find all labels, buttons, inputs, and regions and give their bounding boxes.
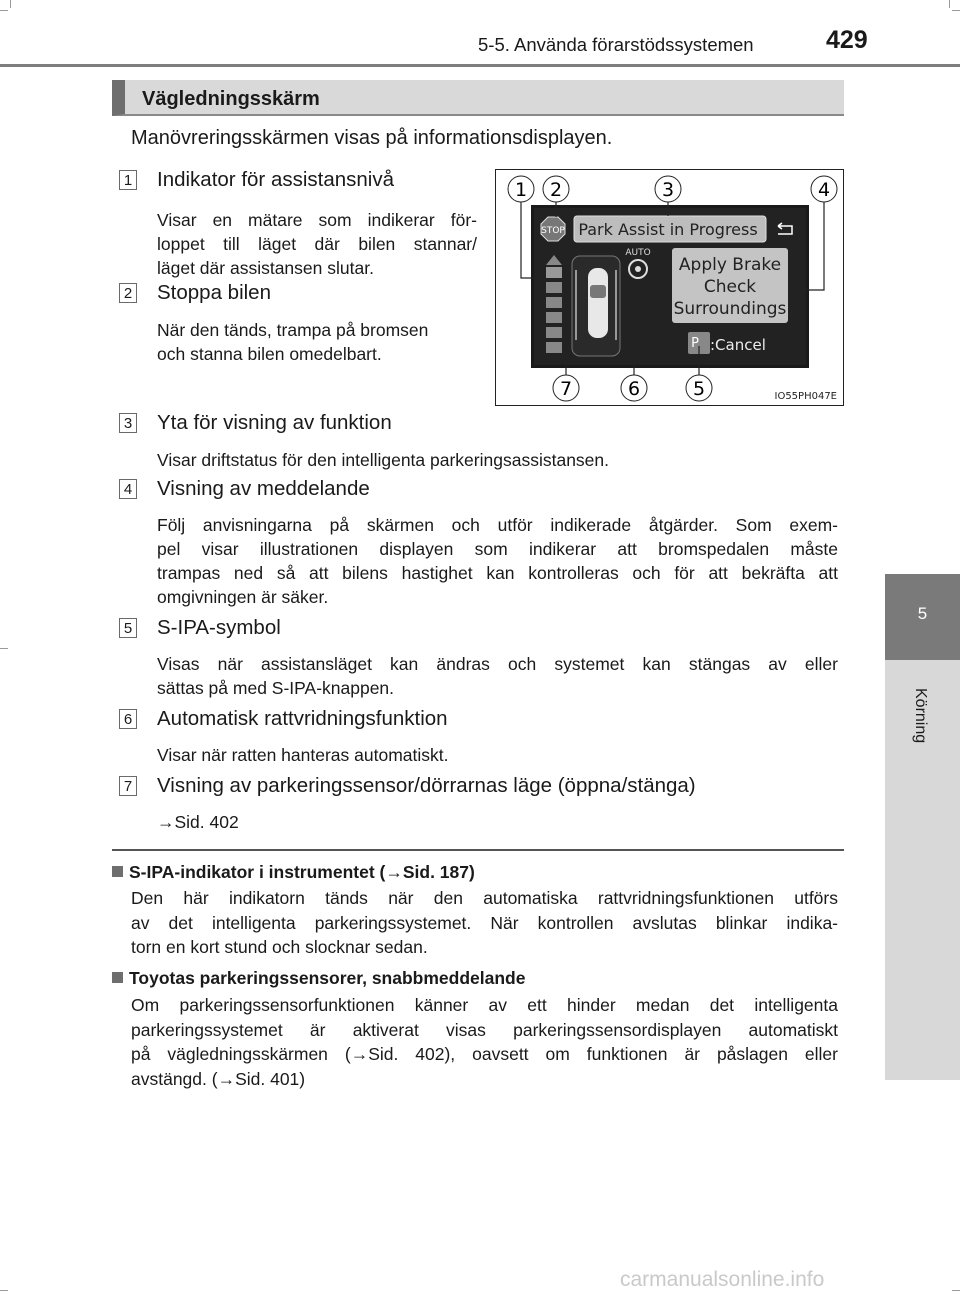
item-number-3: 3 [119, 413, 137, 433]
crop-mark [949, 0, 950, 8]
steering-hub-icon [635, 266, 641, 272]
item-number-1: 1 [119, 170, 137, 190]
desc-line: Visar en mätare som indikerar för- [157, 210, 477, 230]
crop-mark [0, 10, 8, 11]
auto-label: AUTO [625, 248, 651, 258]
desc-line: Visas när assistansläget kan ändras och systemet kan stängas av eller [157, 654, 838, 674]
item-heading-2: Stoppa bilen [157, 281, 271, 304]
item-heading-7: Visning av parkeringssensor/dörrarnas läge (öppna/stänga) [157, 774, 696, 797]
desc-line: pel visar illustrationen displayen som indikerar att bromspedalen måste [157, 539, 838, 559]
car-icon [588, 268, 608, 338]
level-segment [546, 327, 562, 338]
status-text: Park Assist in Progress [578, 220, 758, 239]
page-number: 429 [826, 26, 868, 54]
item-desc-4 [157, 513, 838, 609]
note-line: torn en kort stund och slocknar sedan. [131, 937, 428, 957]
figure-id: IO55PH047E [774, 391, 837, 402]
stop-label: STOP [541, 226, 565, 236]
watermark: carmanualsonline.info [620, 1268, 825, 1291]
desc-line: sättas på med S-IPA-knappen. [157, 678, 395, 698]
crop-mark [10, 0, 11, 8]
note-heading-text: S-IPA-indikator i instrumentet (→Sid. 187) [129, 862, 475, 882]
desc-line: och stanna bilen omedelbart. [157, 344, 382, 364]
chapter-tab [885, 574, 960, 660]
level-segment [546, 312, 562, 323]
note-body-1 [131, 886, 838, 960]
note-line: Den här indikatorn tänds när den automatiska rattvridningsfunktionen utförs [131, 888, 838, 908]
item-desc-7 [157, 810, 838, 834]
item-heading-4: Visning av meddelande [157, 477, 370, 500]
figure-illustration [496, 170, 843, 405]
square-bullet-icon [112, 972, 123, 983]
item-number-6: 6 [119, 709, 137, 729]
message-line-2: Check [703, 277, 757, 297]
running-header: 5-5. Använda förarstödssystemen [478, 34, 754, 55]
callout-label: 7 [559, 378, 573, 400]
callout-label: 1 [514, 179, 528, 201]
message-line-3: Surroundings [673, 299, 787, 319]
desc-line: omgivningen är säker. [157, 587, 329, 607]
item-heading-5: S-IPA-symbol [157, 616, 281, 639]
callout-label: 2 [549, 179, 563, 201]
note-heading-2 [112, 968, 525, 989]
section-title-bar [112, 80, 844, 116]
guidance-screen-figure [495, 169, 844, 406]
intro-paragraph: Manövreringsskärmen visas på informationsdisplayen. [131, 127, 613, 149]
header-rule [0, 64, 960, 67]
item-desc-1 [157, 208, 477, 280]
chapter-name: Körning [912, 688, 929, 744]
item-number-4: 4 [119, 479, 137, 499]
desc-line: trampas ned så att bilens hastighet kan kontrolleras och för att bekräfta att [157, 563, 838, 583]
note-line: avstängd. (→Sid. 401) [131, 1068, 306, 1089]
message-line-1: Apply Brake [678, 255, 782, 275]
desc-line: När den tänds, trampa på bromsen [157, 320, 429, 340]
item-number-2: 2 [119, 283, 137, 303]
crop-mark [0, 1290, 8, 1291]
callout-label: 6 [627, 378, 641, 400]
p-label: P [691, 336, 699, 351]
section-title: Vägledningsskärm [142, 88, 320, 110]
note-body-2 [131, 993, 838, 1091]
desc-line: Följ anvisningarna på skärmen och utför indikerade åtgärder. Som exem- [157, 515, 838, 535]
item-heading-3: Yta för visning av funktion [157, 411, 392, 434]
desc-line: Visar driftstatus för den intelligenta parkeringsassistansen. [157, 450, 610, 470]
square-bullet-icon [112, 866, 123, 877]
page-reference-link[interactable]: →Sid. 402 [157, 812, 239, 832]
item-heading-1: Indikator för assistansnivå [157, 168, 395, 191]
level-segment [546, 282, 562, 293]
item-desc-2 [157, 318, 487, 366]
level-segment [546, 342, 562, 353]
crop-mark [0, 648, 8, 649]
callout-label: 3 [661, 179, 675, 201]
car-window-icon [590, 285, 606, 298]
cancel-text: :Cancel [710, 336, 766, 354]
notes-separator [112, 849, 844, 851]
chapter-number: 5 [917, 604, 928, 623]
item-number-5: 5 [119, 618, 137, 638]
crop-mark [952, 1290, 960, 1291]
note-line: på vägledningsskärmen (→Sid. 402), oavsett om funktionen är påslagen eller [131, 1044, 838, 1064]
desc-line: Visar när ratten hanteras automatiskt. [157, 745, 449, 765]
note-heading-1 [112, 862, 475, 883]
note-line: av det intelligenta parkeringssystemet. När kontrollen avslutas blinkar indika- [131, 912, 838, 933]
callout-label: 5 [692, 378, 706, 400]
item-number-7: 7 [119, 776, 137, 796]
crop-mark [952, 10, 960, 11]
item-desc-5 [157, 652, 838, 700]
item-heading-6: Automatisk rattvridningsfunktion [157, 707, 448, 730]
level-segment [546, 267, 562, 278]
note-line: Om parkeringssensorfunktionen känner av ett hinder medan det intelligenta [131, 995, 838, 1015]
desc-line: läget där assistansen slutar. [157, 258, 374, 278]
note-heading-text: Toyotas parkeringssensorer, snabbmeddelande [129, 968, 526, 988]
item-desc-3 [157, 448, 837, 472]
level-segment [546, 297, 562, 308]
callout-label: 4 [817, 179, 831, 201]
note-line: parkeringssystemet är aktiverat visas parkeringssensordisplayen automatiskt [131, 1019, 838, 1040]
item-desc-6 [157, 743, 838, 767]
desc-line: loppet till läget där bilen stannar/ [157, 234, 477, 254]
